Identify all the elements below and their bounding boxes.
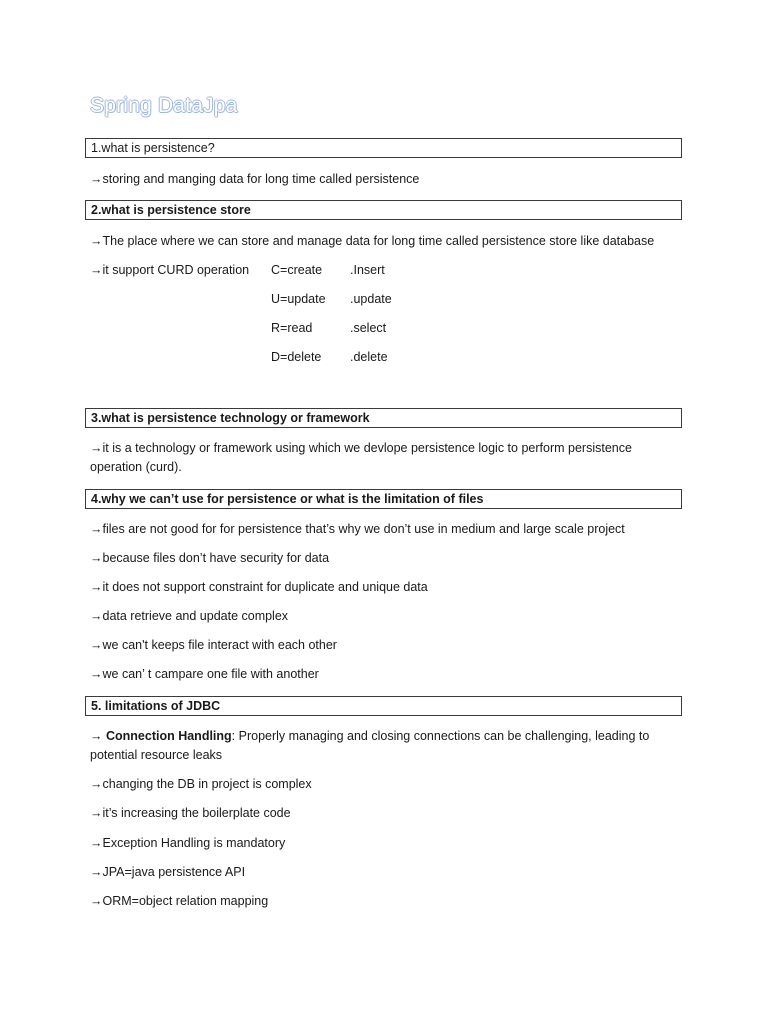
crud-op-create: C=create xyxy=(271,263,323,277)
answer-4-line: →it does not support constraint for duplicate and unique data xyxy=(90,580,428,594)
crud-intro-line: →it support CURD operation xyxy=(90,263,250,277)
arrow-icon: → xyxy=(90,777,103,791)
answer-5-line: →JPA=java persistence API xyxy=(90,865,246,879)
answer-4-line: →we can't keeps file interact with each other xyxy=(90,638,337,652)
crud-sql-update: .update xyxy=(350,292,392,306)
arrow-icon: → xyxy=(90,522,103,536)
question-1-box: 1.what is persistence? xyxy=(85,138,682,158)
crud-op-update: U=update xyxy=(271,292,326,306)
arrow-icon: → xyxy=(90,729,103,743)
answer-4-line: →data retrieve and update complex xyxy=(90,609,289,623)
arrow-icon: → xyxy=(90,894,103,908)
arrow-icon: → xyxy=(90,865,103,879)
answer-1-line: →storing and manging data for long time called persistence xyxy=(90,172,420,186)
arrow-icon: → xyxy=(90,172,103,186)
answer-5-line: →changing the DB in project is complex xyxy=(90,777,312,791)
answer-5-line: → Connection Handling: Properly managing and closing connections can be challenging, leading to potential resource leaks xyxy=(90,729,650,762)
question-5-box: 5. limitations of JDBC xyxy=(85,696,682,716)
arrow-icon: → xyxy=(90,638,103,652)
arrow-icon: → xyxy=(90,580,103,594)
arrow-icon: → xyxy=(90,263,103,277)
crud-sql-delete: .delete xyxy=(350,350,388,364)
answer-4-line: →because files don’t have security for data xyxy=(90,551,330,565)
answer-5-line: →ORM=object relation mapping xyxy=(90,894,269,908)
question-3-box: 3.what is persistence technology or framework xyxy=(85,408,682,428)
crud-op-delete: D=delete xyxy=(271,350,322,364)
crud-sql-select: .select xyxy=(350,321,387,335)
arrow-icon: → xyxy=(90,551,103,565)
question-4-box: 4.why we can’t use for persistence or what is the limitation of files xyxy=(85,489,682,509)
answer-2-line: →The place where we can store and manage data for long time called persistence store like database xyxy=(90,234,655,248)
connection-handling-term: Connection Handling xyxy=(105,729,232,743)
arrow-icon: → xyxy=(90,806,103,820)
answer-5-line: →Exception Handling is mandatory xyxy=(90,836,286,850)
crud-op-read: R=read xyxy=(271,321,313,335)
arrow-icon: → xyxy=(90,234,103,248)
arrow-icon: → xyxy=(90,441,103,455)
document-title: Spring DataJpa xyxy=(90,94,238,117)
arrow-icon: → xyxy=(90,836,103,850)
answer-5-line: →it’s increasing the boilerplate code xyxy=(90,806,291,820)
crud-sql-insert: .Insert xyxy=(350,263,385,277)
arrow-icon: → xyxy=(90,609,103,623)
answer-4-line: →we can’ t campare one file with another xyxy=(90,667,319,681)
question-2-box: 2.what is persistence store xyxy=(85,200,682,220)
answer-3-line: →it is a technology or framework using which we devlope persistence logic to perform persistence operation (curd). xyxy=(90,441,632,474)
arrow-icon: → xyxy=(90,667,103,681)
answer-4-line: →files are not good for for persistence that’s why we don’t use in medium and large scale project xyxy=(90,522,625,536)
